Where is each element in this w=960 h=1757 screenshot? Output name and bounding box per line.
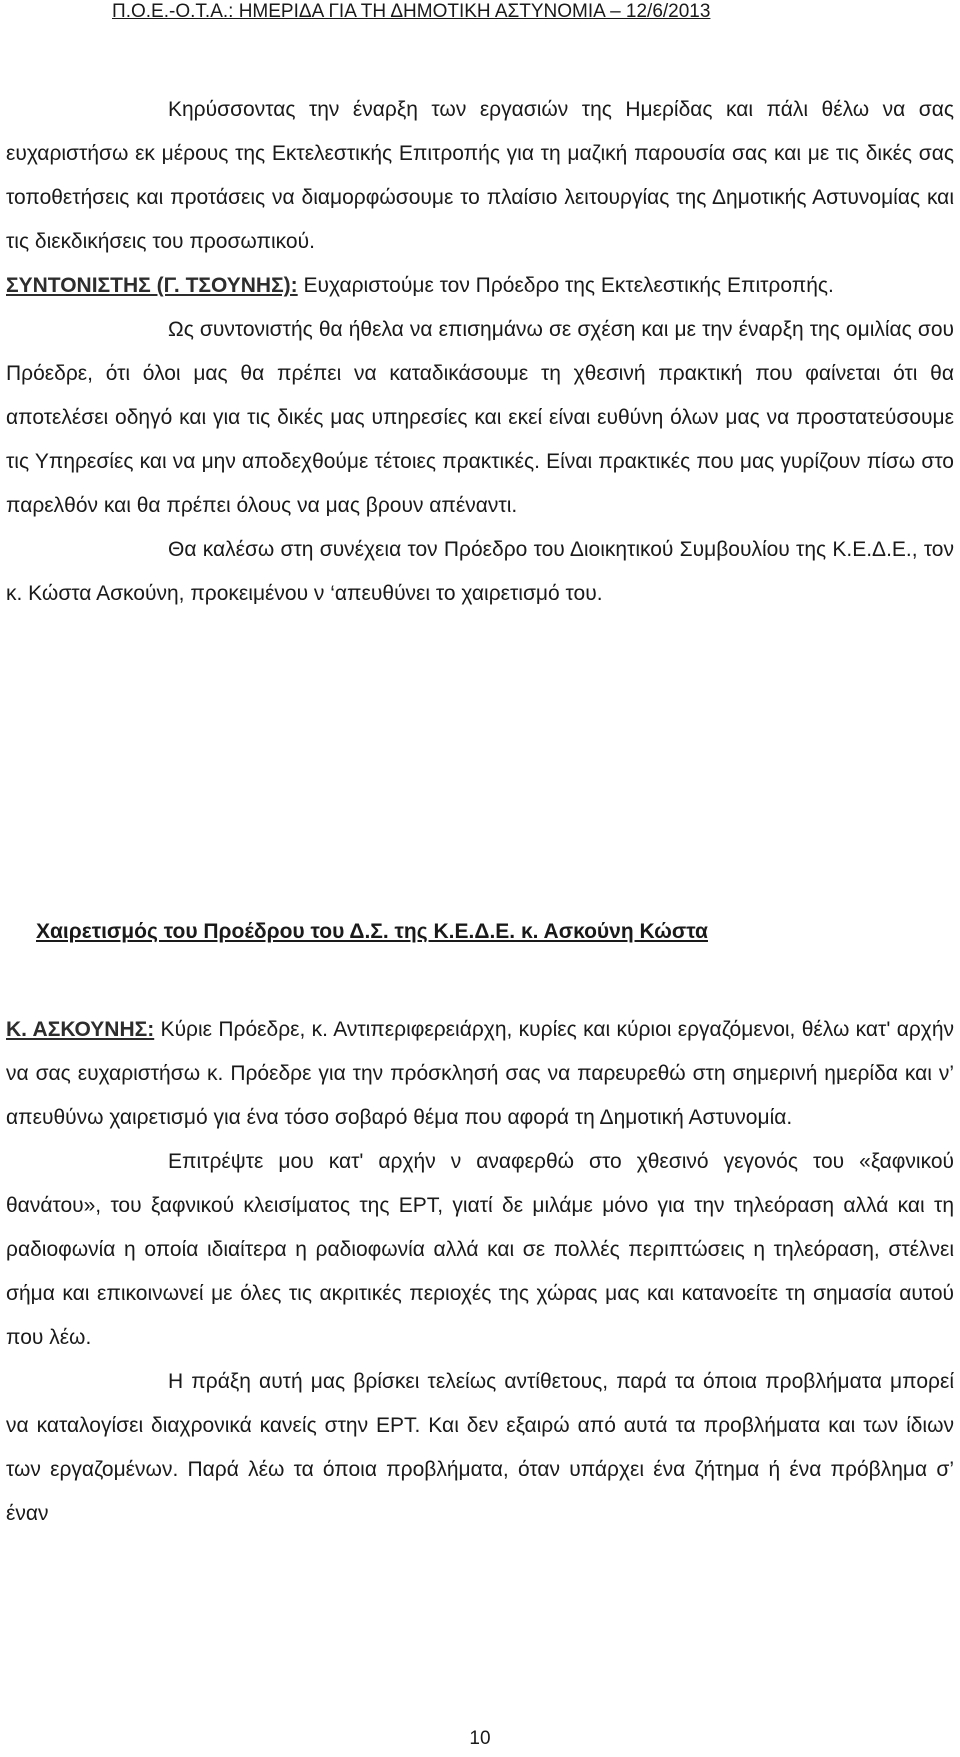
page-number: 10 bbox=[469, 1728, 491, 1749]
paragraph-askounis-intro bbox=[6, 1008, 954, 1140]
page-header bbox=[0, 0, 960, 26]
paragraph-coordinator bbox=[6, 264, 954, 308]
paragraph-problems: Η πράξη αυτή μας βρίσκει τελείως αντίθετους, παρά τα όποια προβλήματα μπορεί να καταλογίσει διαχρονικά κανείς στην ΕΡΤ. Και δεν εξαιρώ από αυτά τα προβλήματα και των ίδιων των εργαζομένων. Παρά λέω τα όποια προβλήματα, όταν υπάρχει ένα ζήτημα ή ένα πρόβλημα σ’ έναν bbox=[6, 1370, 954, 1525]
paragraph-invitation: Θα καλέσω στη συνέχεια τον Πρόεδρο του Διοικητικού Συμβουλίου της Κ.Ε.Δ.Ε., τον κ. Κώστα Ασκούνη, προκειμένου ν ‘απευθύνει το χαιρετισμό του. bbox=[6, 538, 954, 605]
paragraph-coordinator-remarks: Ως συντονιστής θα ήθελα να επισημάνω σε σχέση και με την έναρξη της ομιλίας σου Πρόεδρε, ότι όλοι μας θα πρέπει να καταδικάσουμε τη χθεσινή πρακτική που φαίνεται ότι θα αποτελέσει οδηγό και για τις δικές μας υπηρεσίες και εκεί είναι ευθύνη όλων μας να προστατεύσουμε τις Υπηρεσίες και να μην αποδεχθούμε τέτοιες πρακτικές. Είναι πρακτικές που μας γυρίζουν πίσω στο παρελθόν και θα πρέπει όλους να μας βρουν απέναντι. bbox=[6, 318, 954, 517]
document-body-section-1 bbox=[6, 88, 954, 616]
paragraph-opening: Κηρύσσοντας την έναρξη των εργασιών της Ημερίδας και πάλι θέλω να σας ευχαριστήσω εκ μέρους της Εκτελεστικής Επιτροπής για τη μαζική παρουσία σας και με τις δικές σας τοποθετήσεις και προτάσεις να διαμορφώσουμε το πλαίσιο λειτουργίας της Δημοτικής Αστυνομίας και τις διεκδικήσεις του προσωπικού. bbox=[6, 98, 954, 253]
speaker-text-coordinator: Ευχαριστούμε τον Πρόεδρο της Εκτελεστικής Επιτροπής. bbox=[297, 274, 834, 297]
header-text: Π.Ο.Ε.-Ο.Τ.Α.: ΗΜΕΡΙΔΑ ΓΙΑ ΤΗ ΔΗΜΟΤΙΚΗ ΑΣΤΥΝΟΜΙΑ – 12/6/2013 bbox=[112, 1, 711, 22]
section-heading: Χαιρετισμός του Προέδρου του Δ.Σ. της Κ.Ε.Δ.Ε. κ. Ασκούνη Κώστα bbox=[36, 920, 708, 943]
speaker-text-askounis: Κύριε Πρόεδρε, κ. Αντιπεριφερειάρχη, κυρίες και κύριοι εργαζόμενοι, θέλω κατ' αρχήν να σας ευχαριστήσω κ. Πρόεδρε για την πρόσκλησή σας να παρευρεθώ στη σημερινή ημερίδα και ν’ απευθύνω χαιρετισμό για ένα τόσο σοβαρό θέμα που αφορά τη Δημοτική Αστυνομία. bbox=[6, 1018, 954, 1129]
document-body-section-2 bbox=[6, 1008, 954, 1536]
speaker-label-coordinator: ΣΥΝΤΟΝΙΣΤΗΣ (Γ. ΤΣΟΥΝΗΣ): bbox=[6, 274, 298, 297]
speaker-label-askounis: Κ. ΑΣΚΟΥΝΗΣ: bbox=[6, 1018, 155, 1041]
paragraph-ert: Επιτρέψτε μου κατ' αρχήν ν αναφερθώ στο χθεσινό γεγονός του «ξαφνικού θανάτου», του ξαφνικού κλεισίματος της ΕΡΤ, γιατί δε μιλάμε μόνο για την τηλεόραση αλλά και τη ραδιοφωνία η οποία ιδιαίτερα η ραδιοφωνία αλλά και σε πολλές περιπτώσεις η τηλεόραση, στέλνει σήμα και επικοινωνεί με όλες τις ακριτικές περιοχές της χώρας μας και κατανοείτε τη σημασία αυτού που λέω. bbox=[6, 1150, 954, 1349]
